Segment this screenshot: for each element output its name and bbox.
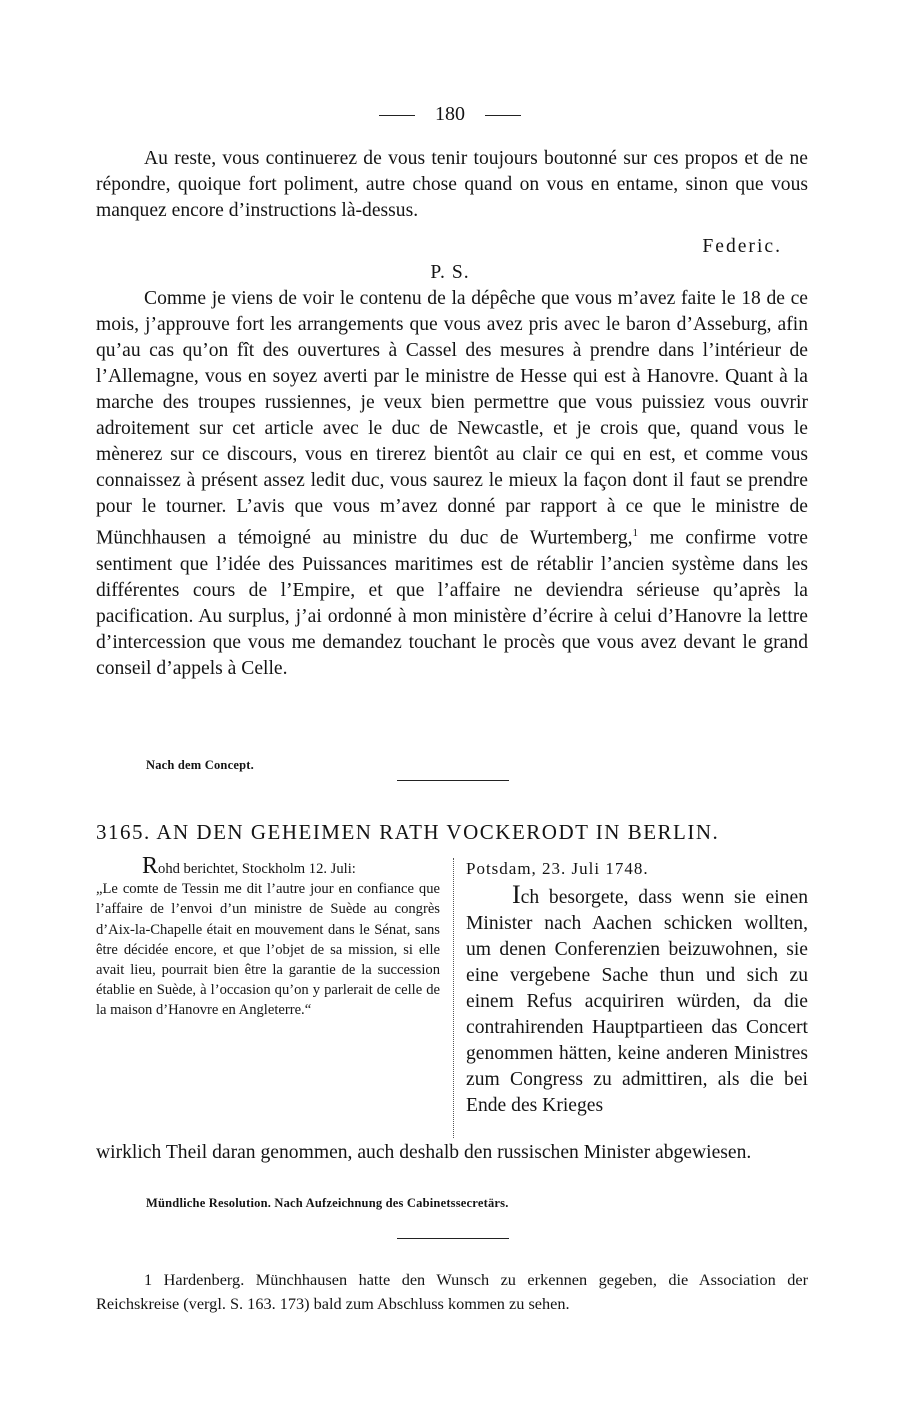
response-body: ch besorgete, dass wenn sie einen Minister nach Aachen schicken wollten, um denen Conferenzien beizuwohnen, sie eine vergebene Sache thun und sich zu einem Refus acquiriren würden, da die contrahirenden Hauptpartieen das Concert genommen hätten, keine anderen Ministres zum Congress zu admittiren, als die bei Ende des Krieges	[466, 887, 808, 1116]
section-rule	[397, 780, 509, 781]
letter-closing-paragraph: Au reste, vous continuerez de vous tenir toujours boutonné sur ces propos et de ne répondre, quoique fort poliment, autre chose quand on vous en entame, sinon que vous manquez encore d’instructions là-dessus.	[96, 148, 808, 221]
postscript-paragraph	[96, 286, 808, 682]
source-note-resolution: Mündliche Resolution. Nach Aufzeichnung des Cabinetssecretärs.	[146, 1196, 509, 1210]
page-header	[0, 100, 900, 128]
footnote-text: Hardenberg. Münchhausen hatte den Wunsch zu erkennen gegeben, die Association der Reichskreise (vergl. S. 163. 173) bald zum Abschluss kommen zu sehen.	[96, 1270, 808, 1313]
postscript-heading: P. S.	[430, 262, 470, 283]
page-number: 180	[435, 103, 465, 125]
postscript-text-continued: me confirme votre sentiment que l’idée des Puissances maritimes est de rétablir l’ancien système dans les différentes cours de l’Empire, et que l’affaire ne deviendra sérieuse qu’après la pacification. Au surplus, j’ai ordonné à mon ministère d’écrire à celui d’Hanovre la lettre d’intercession que vous me demandez touchant le procès que vous avez devant le grand conseil d’appels à Celle.	[96, 527, 808, 679]
postscript-text: Comme je viens de voir le contenu de la dépêche que vous m’avez faite le 18 de ce mois, j’approuve fort les arrangements que vous avez pris avec le baron d’Asseburg, afin qu’au cas qu’on fît des ouvertures à Cassel des mesures à prendre dans l’intérieur de l’Allemagne, vous en soyez averti par le ministre de Hesse qui est à Hanovre. Quant à la marche des troupes russiennes, je veux bien permettre que vous puissiez vous ouvrir adroitement sur cet article avec le duc de Newcastle, et je crois que, quand vous le mènerez sur ce discours, vous en tirerez bientôt au clair ce qui en est, et comme vous connaissez à présent assez ledit duc, vous saurez le mieux la façon dont il faut se prendre pour le tourner. L’avis que vous m’avez donné par rapport à ce que le ministre de Münchhausen a témoigné au ministre du duc de Wurtemberg,	[96, 288, 808, 549]
report-summary	[96, 853, 440, 1021]
document-title: 3165. AN DEN GEHEIMEN RATH VOCKERODT IN BERLIN.	[96, 820, 720, 844]
response-continuation: wirklich Theil daran genommen, auch deshalb den russischen Minister abgewiesen.	[96, 1142, 752, 1163]
response-column	[466, 856, 808, 1119]
column-divider	[453, 858, 454, 1138]
header-dash-left	[379, 115, 415, 116]
dateline: Potsdam, 23. Juli 1748.	[466, 859, 649, 878]
signature: Federic.	[702, 236, 782, 257]
header-dash-right	[485, 115, 521, 116]
response-initial: I	[512, 880, 521, 909]
footnote	[96, 1268, 808, 1316]
footnote-rule	[397, 1238, 509, 1239]
response-text	[466, 882, 808, 1119]
report-initial: R	[142, 853, 159, 879]
report-quote: „Le comte de Tessin me dit l’autre jour en confiance que l’affaire de l’envoi d’un ministre de Suède au congrès d’Aix-la-Chapelle était en mouvement dans le Sénat, sans être décidée encore, et que l’objet de sa mission, si elle avait lieu, pourrait bien être la garantie de la succession établie en Suède, à l’occasion qu’on y parlerait de celle de la maison d’Hanovre en Angleterre.“	[96, 881, 440, 1019]
footnote-mark: 1	[144, 1270, 153, 1289]
report-heading: ohd berichtet, Stockholm 12. Juli:	[158, 861, 356, 877]
footnote-reference: 1	[632, 527, 639, 539]
source-note: Nach dem Concept.	[146, 758, 254, 772]
report-header	[96, 853, 440, 879]
